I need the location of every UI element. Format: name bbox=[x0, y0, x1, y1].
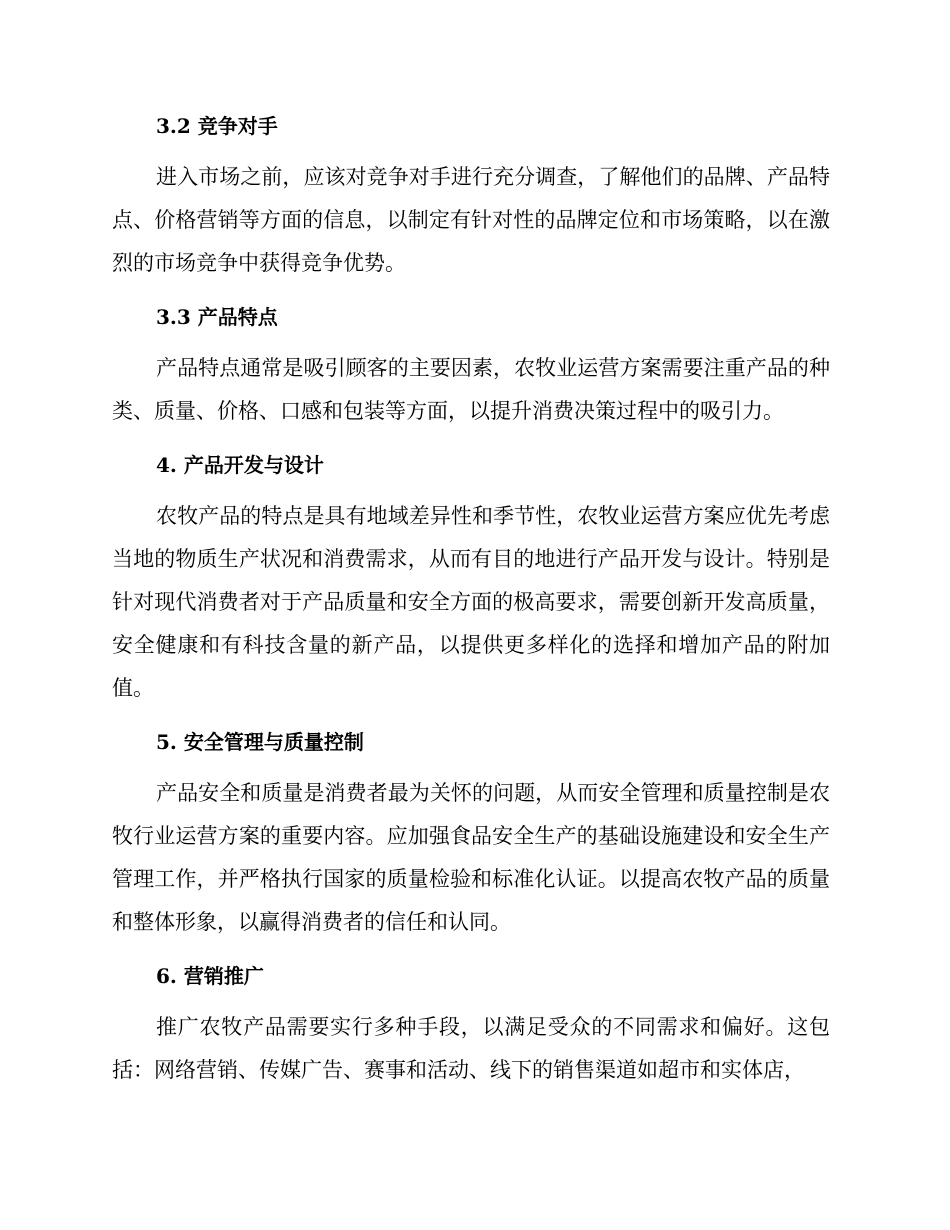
section-heading-4: 4. 产品开发与设计 bbox=[156, 453, 324, 477]
section-paragraph-5: 产品安全和质量是消费者最为关怀的问题，从而安全管理和质量控制是农牧行业运营方案的重要内容。应加强食品安全生产的基础设施建设和安全生产管理工作，并严格执行国家的质量检验和标准化认证。以提高农牧产品的质量和整体形象，以赢得消费者的信任和认同。 bbox=[112, 781, 830, 934]
section-heading-3-3: 3.3 产品特点 bbox=[156, 305, 278, 329]
document-body bbox=[112, 104, 830, 1102]
section-paragraph-3-3: 产品特点通常是吸引顾客的主要因素，农牧业运营方案需要注重产品的种类、质量、价格、口感和包装等方面，以提升消费决策过程中的吸引力。 bbox=[112, 356, 830, 423]
section-paragraph-3-2: 进入市场之前，应该对竞争对手进行充分调查，了解他们的品牌、产品特点、价格营销等方面的信息，以制定有针对性的品牌定位和市场策略，以在激烈的市场竞争中获得竞争优势。 bbox=[112, 165, 830, 275]
section-heading-6: 6. 营销推广 bbox=[156, 964, 264, 988]
section-heading-3-2: 3.2 竞争对手 bbox=[156, 114, 278, 138]
section-paragraph-6: 推广农牧产品需要实行多种手段，以满足受众的不同需求和偏好。这包括：网络营销、传媒广告、赛事和活动、线下的销售渠道如超市和实体店， bbox=[112, 1015, 830, 1082]
section-heading-5: 5. 安全管理与质量控制 bbox=[156, 730, 364, 754]
section-paragraph-4: 农牧产品的特点是具有地域差异性和季节性，农牧业运营方案应优先考虑当地的物质生产状况和消费需求，从而有目的地进行产品开发与设计。特别是针对现代消费者对于产品质量和安全方面的极高要求，需要创新开发高质量，安全健康和有科技含量的新产品，以提供更多样化的选择和增加产品的附加值。 bbox=[112, 504, 830, 700]
